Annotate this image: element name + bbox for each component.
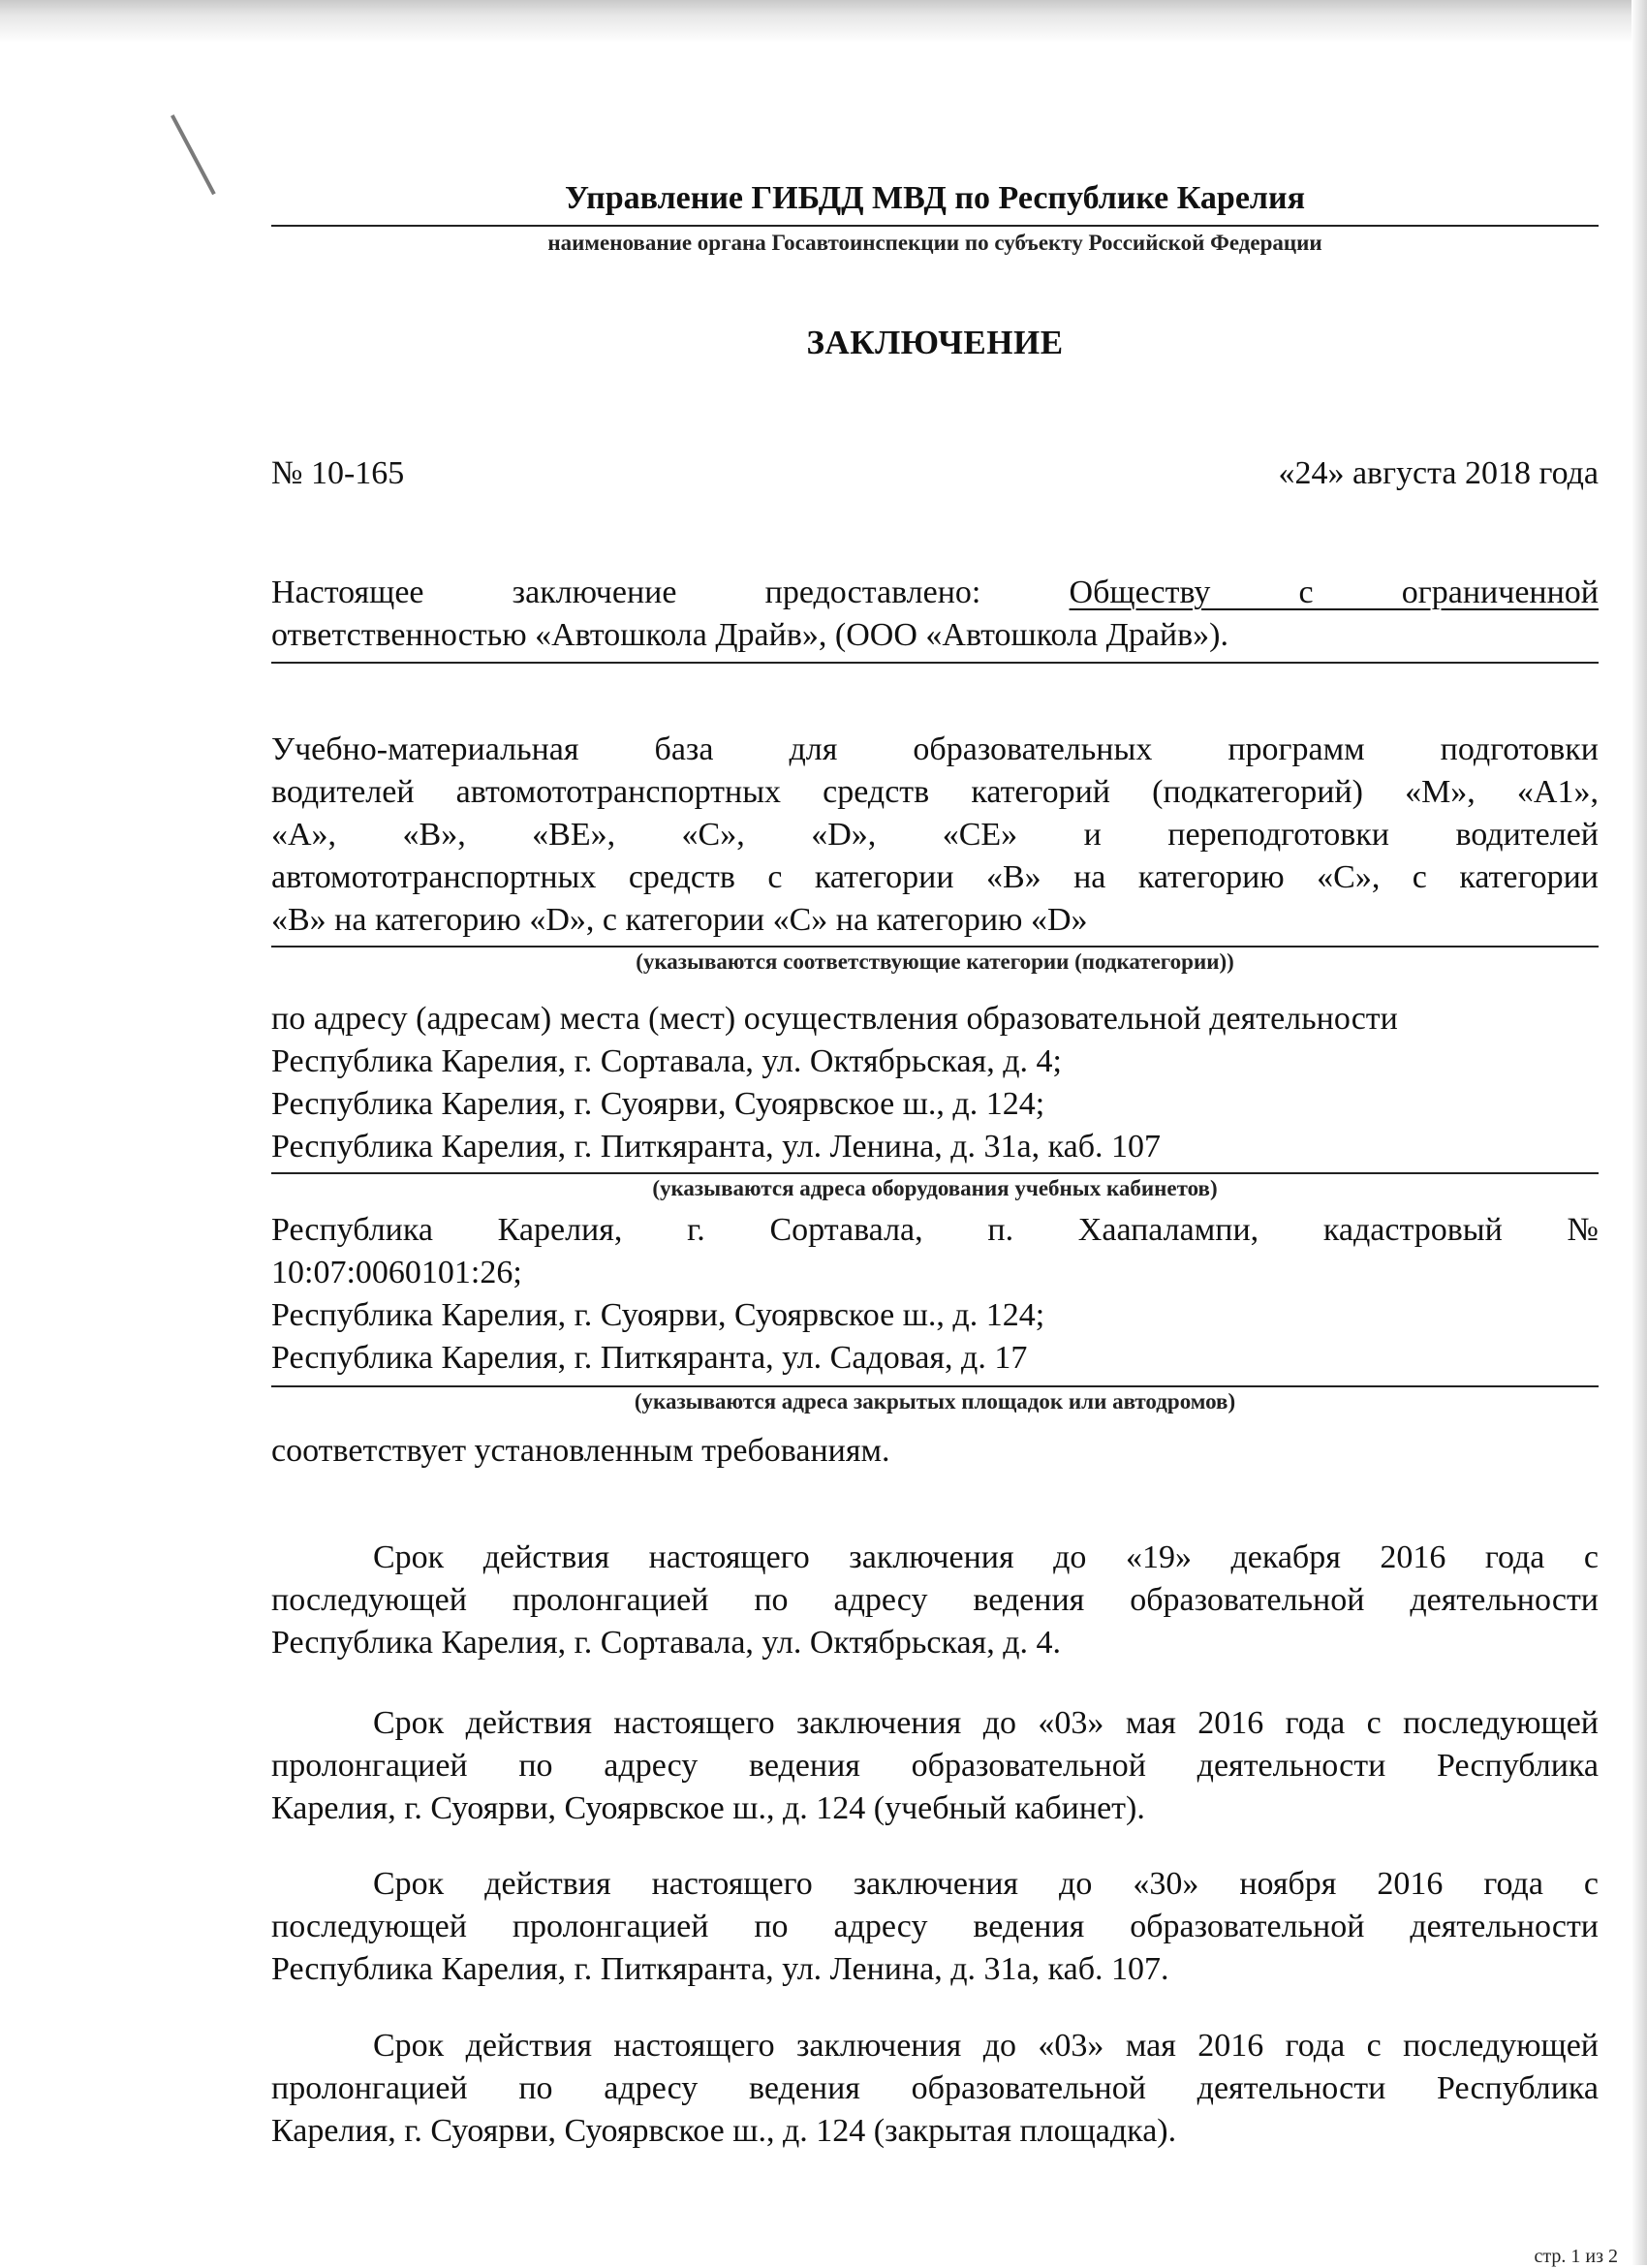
validity-line: Срок действия настоящего заключения до «19» декабря 2016 года с [373, 1539, 1599, 1575]
validity-line: Срок действия настоящего заключения до «30» ноября 2016 года с [373, 1866, 1599, 1902]
classroom-address: Республика Карелия, г. Питкяранта, ул. Ленина, д. 31а, каб. 107 [271, 1129, 1162, 1165]
scan-shadow-right [1631, 0, 1647, 2265]
recipient-underline [271, 662, 1599, 664]
grounds-underline [271, 1385, 1599, 1387]
grounds-caption: (указываются адреса закрытых площадок или автодромов) [634, 1389, 1236, 1414]
validity-line: Республика Карелия, г. Сортавала, ул. Октябрьская, д. 4. [271, 1625, 1061, 1661]
validity-line: Карелия, г. Суоярви, Суоярвское ш., д. 124 (учебный кабинет). [271, 1790, 1145, 1826]
organization-caption: наименование органа Госавтоинспекции по субъекту Российской Федерации [547, 231, 1322, 255]
training-base-line: «А», «В», «ВЕ», «С», «D», «СЕ» и переподготовки водителей [271, 817, 1599, 853]
training-base-line: водителей автомототранспортных средств категорий (подкатегорий) «М», «А1», [271, 774, 1599, 810]
document-title: ЗАКЛЮЧЕНИЕ [806, 324, 1064, 361]
recipient-name-part-1: Обществу с ограниченной [1069, 575, 1599, 610]
ground-address-line-2: 10:07:0060101:26; [271, 1255, 522, 1290]
classroom-address: Республика Карелия, г. Сортавала, ул. Октябрьская, д. 4; [271, 1043, 1062, 1079]
provided-to-line-1 [271, 572, 1599, 614]
validity-paragraph [271, 2025, 1599, 2153]
validity-line: Карелия, г. Суоярви, Суоярвское ш., д. 124 (закрытая площадка). [271, 2113, 1177, 2149]
ground-address: Республика Карелия, г. Питкяранта, ул. Садовая, д. 17 [271, 1340, 1028, 1376]
training-base-line: Учебно-материальная база для образовательных программ подготовки [271, 731, 1599, 767]
organization-name: Управление ГИБДД МВД по Республике Карелия [565, 180, 1305, 216]
validity-line: Срок действия настоящего заключения до «03» мая 2016 года с последующей [373, 1705, 1599, 1741]
validity-paragraph [271, 1702, 1599, 1830]
scan-shadow-top [0, 0, 1647, 43]
recipient-name-part-2: ответственностью «Автошкола Драйв», (ООО «Автошкола Драйв»). [271, 617, 1228, 653]
addresses-paragraph [271, 998, 1599, 1168]
provided-to-paragraph [271, 572, 1599, 657]
training-base-paragraph [271, 729, 1599, 942]
validity-line: последующей пролонгацией по адресу ведения образовательной деятельности [271, 1909, 1599, 1944]
validity-line: последующей пролонгацией по адресу ведения образовательной деятельности [271, 1582, 1599, 1618]
validity-paragraph [271, 1537, 1599, 1664]
validity-line: Республика Карелия, г. Питкяранта, ул. Ленина, д. 31а, каб. 107. [271, 1951, 1169, 1987]
validity-paragraph [271, 1863, 1599, 1991]
grounds-paragraph [271, 1209, 1599, 1380]
categories-caption: (указываются соответствующие категории (подкатегории)) [636, 949, 1234, 974]
training-base-line: «В» на категорию «D», с категории «С» на категорию «D» [271, 902, 1088, 938]
organization-underline [271, 225, 1599, 227]
validity-line: Срок действия настоящего заключения до «03» мая 2016 года с последующей [373, 2028, 1599, 2064]
categories-underline [271, 946, 1599, 948]
classroom-address: Республика Карелия, г. Суоярви, Суоярвское ш., д. 124; [271, 1086, 1045, 1122]
document-date: «24» августа 2018 года [1278, 455, 1599, 491]
ground-address: Республика Карелия, г. Суоярви, Суоярвское ш., д. 124; [271, 1297, 1045, 1333]
provided-to-label: Настоящее заключение предоставлено: [271, 575, 981, 610]
training-base-line: автомототранспортных средств с категории «В» на категорию «С», с категории [271, 859, 1599, 895]
document-number: № 10-165 [271, 455, 405, 491]
staple-mark [171, 114, 216, 195]
page-number: стр. 1 из 2 [1534, 2246, 1618, 2267]
compliance-statement: соответствует установленным требованиям. [271, 1433, 890, 1469]
classrooms-caption: (указываются адреса оборудования учебных кабинетов) [652, 1176, 1218, 1200]
addresses-intro: по адресу (адресам) места (мест) осуществления образовательной деятельности [271, 1001, 1398, 1037]
classrooms-underline [271, 1172, 1599, 1174]
validity-line: пролонгацией по адресу ведения образовательной деятельности Республика [271, 2070, 1599, 2106]
ground-address-line-1: Республика Карелия, г. Сортавала, п. Хаапалампи, кадастровый № [271, 1212, 1599, 1248]
validity-line: пролонгацией по адресу ведения образовательной деятельности Республика [271, 1748, 1599, 1784]
